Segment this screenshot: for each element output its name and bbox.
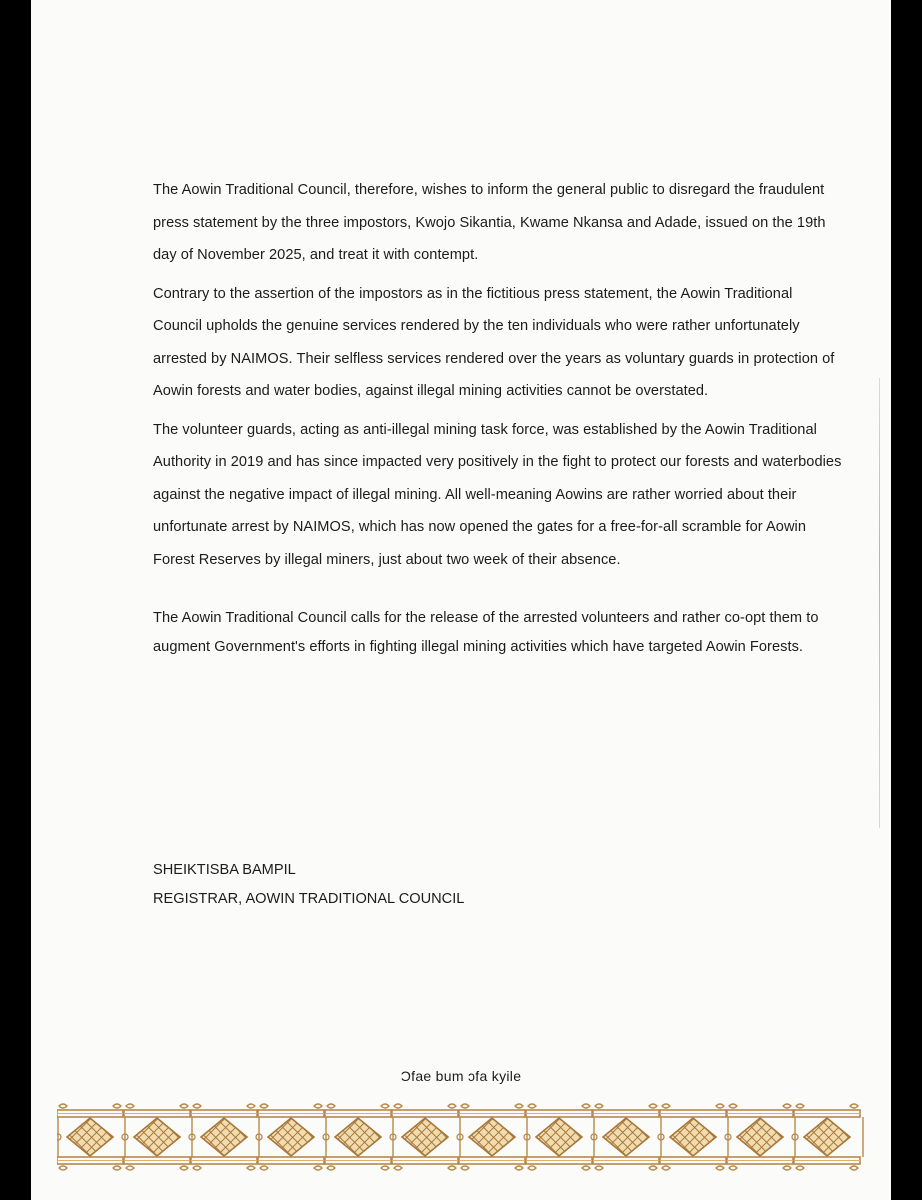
- paragraph-release-call: The Aowin Traditional Council calls for the release of the arrested volunteers and rather co-opt them to augment Government's efforts in fighting illegal mining activities which have targeted Aowin Forests.: [153, 610, 819, 655]
- paragraph-disregard-statement: The Aowin Traditional Council, therefore, wishes to inform the general public to disregard the fraudulent press statement by the three impostors, Kwojo Sikantia, Kwame Nkansa and Adade, issued on the 19th day of November 2025, and treat it with contempt.: [153, 182, 826, 263]
- paragraph-volunteer-guards: The volunteer guards, acting as anti-illegal mining task force, was established by the Aowin Traditional Authority in 2019 and has since impacted very positively in the fight to protect our forests and waterbodies against the negative impact of illegal mining. All well-meaning Aowins are rather worried about their unfortunate arrest by NAIMOS, which has now opened the gates for a free-for-all scramble for Aowin Forest Reserves by illegal miners, just about two week of their absence.: [153, 421, 842, 568]
- signatory-name: SHEIKTISBA BAMPIL: [153, 862, 296, 878]
- scan-edge-mark: [879, 378, 880, 828]
- paragraph-genuine-services: Contrary to the assertion of the impostors as in the fictitious press statement, the Aowin Traditional Council upholds the genuine services rendered by the ten individuals who were rather unfortunately arrested by NAIMOS. Their selfless services rendered over the years as voluntary guards in protection of Aowin forests and water bodies, against illegal mining activities cannot be overstated.: [153, 285, 835, 399]
- signature-block: [153, 856, 464, 914]
- letter-body: [153, 174, 843, 662]
- signatory-title: REGISTRAR, AOWIN TRADITIONAL COUNCIL: [153, 891, 465, 907]
- document-page: [31, 0, 891, 1200]
- decorative-border-band: [57, 1102, 865, 1172]
- council-motto: Ɔfae bum ɔfa kyile: [400, 1068, 522, 1084]
